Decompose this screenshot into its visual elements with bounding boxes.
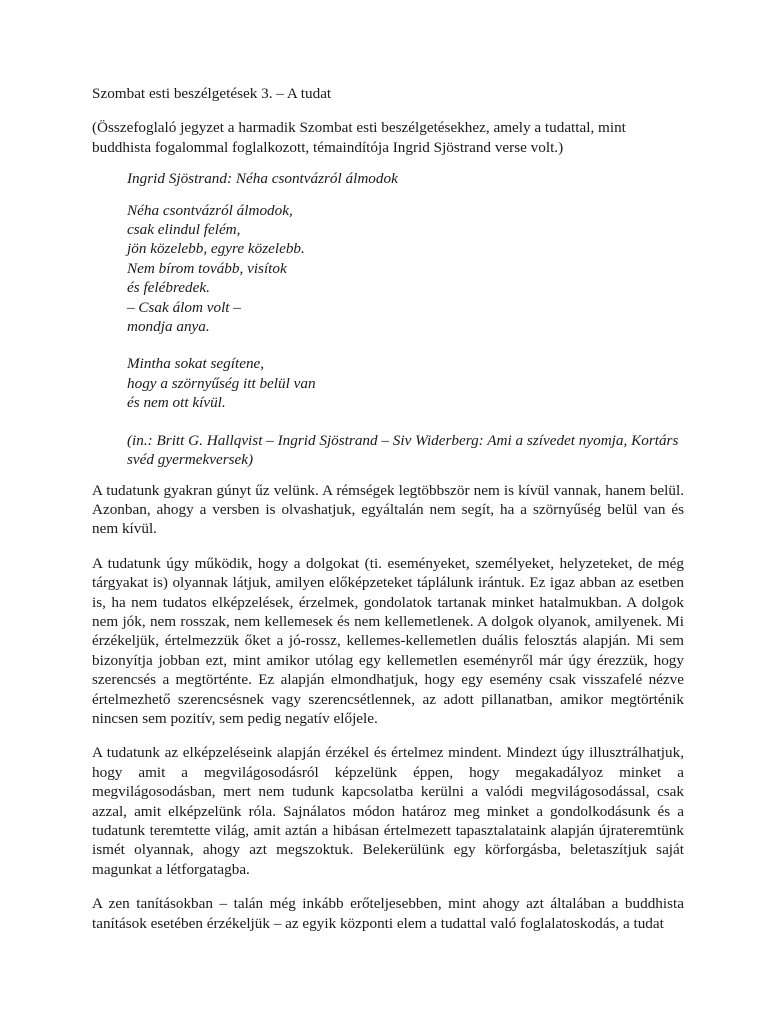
poem-line: Mintha sokat segítene, [127,355,265,373]
body-paragraph: A tudatunk gyakran gúnyt űz velünk. A rémségek legtöbbször nem is kívül vannak, hanem belül. Azonban, ahogy a versben is olvashatjuk, egyáltalán nem segít, ha a szörnyűség belül van és nem kívül. [92,481,684,538]
document-page [92,84,684,948]
poem-line: hogy a szörnyűség itt belül van [127,374,316,392]
poem-line: és felébredek. [127,279,210,297]
body-paragraph: A zen tanításokban – talán még inkább erőteljesebben, mint ahogy azt általában a buddhista tanítások esetében érzékeljük – az egyik központi elem a tudattal való foglalatoskodás, a tudat [92,895,684,932]
poem-line: és nem ott kívül. [127,394,226,412]
poem-block [127,169,684,469]
poem-line: jön közelebb, egyre közelebb. [127,240,305,258]
body-paragraph: A tudatunk úgy működik, hogy a dolgokat (ti. eseményeket, személyeket, helyzeteket, de még tárgyakat is) olyannak látjuk, amilyen előképzeteket táplálunk irántuk. Ez igaz abban az esetben is, ha nem tudatos elképzelések, érzelmek, gondolatok tartanak minket hatalmukban. A dolgok nem jók, nem rosszak, nem kellemesek és nem kellemetlenek. A dolgok olyanok, amilyenek. Mi érzékeljük, értelmezzük őket a jó-rossz, kellemes-kellemetlen duális felosztás alapján. Mi sem bizonyítja jobban ezt, mint amikor utólag egy kellemetlen eseményről már úgy érezzük, hogy szerencsés a megtörténte. Ez alapján elmondhatjuk, hogy egy esemény csak visszafelé nézve értelmezhető szerencsésnek vagy szerencsétlennek, az adott pillanatban, amikor megtörténik nincsen sem pozitív, sem pedig negatív előjele. [92,554,684,727]
document-title: Szombat esti beszélgetések 3. – A tudat [92,85,332,102]
poem-stanza [127,201,684,337]
poem-stanza [127,354,684,412]
poem-line: – Csak álom volt – [127,298,241,316]
body-paragraph: A tudatunk az elképzeléseink alapján érzékel és értelmez mindent. Mindezt úgy illusztrálhatjuk, hogy amit a megvilágosodásról képzelünk éppen, hogy megakadályoz minket a megvilágosodásban, mert nem tudunk kapcsolatba kerülni a valódi megvilágosodással, csak azzal, amit elképzelünk róla. Sajnálatos módon határoz meg minket a gondolkodásunk és a tudatunk teremtette világ, amit aztán a hibásan értelmezett tapasztalataink alapján újrateremtünk ismét olyannak, ahogy azt megszoktuk. Belekerülünk egy körforgásba, beletaszítjuk saját magunkat a létforgatagba. [92,744,684,878]
poem-line: mondja anya. [127,318,210,336]
poem-line: Néha csontvázról álmodok, [127,201,293,219]
intro-note: (Összefoglaló jegyzet a harmadik Szombat esti beszélgetésekhez, amely a tudattal, mint buddhista fogalommal foglalkozott, témaindítója Ingrid Sjöstrand verse volt.) [92,119,626,156]
poem-source: (in.: Britt G. Hallqvist – Ingrid Sjöstrand – Siv Widerberg: Ami a szívedet nyomja, Kortárs svéd gyermekversek) [127,431,679,469]
poem-heading: Ingrid Sjöstrand: Néha csontvázról álmodok [127,170,398,188]
poem-line: Nem bírom tovább, visítok [127,259,287,277]
poem-line: csak elindul felém, [127,221,241,239]
